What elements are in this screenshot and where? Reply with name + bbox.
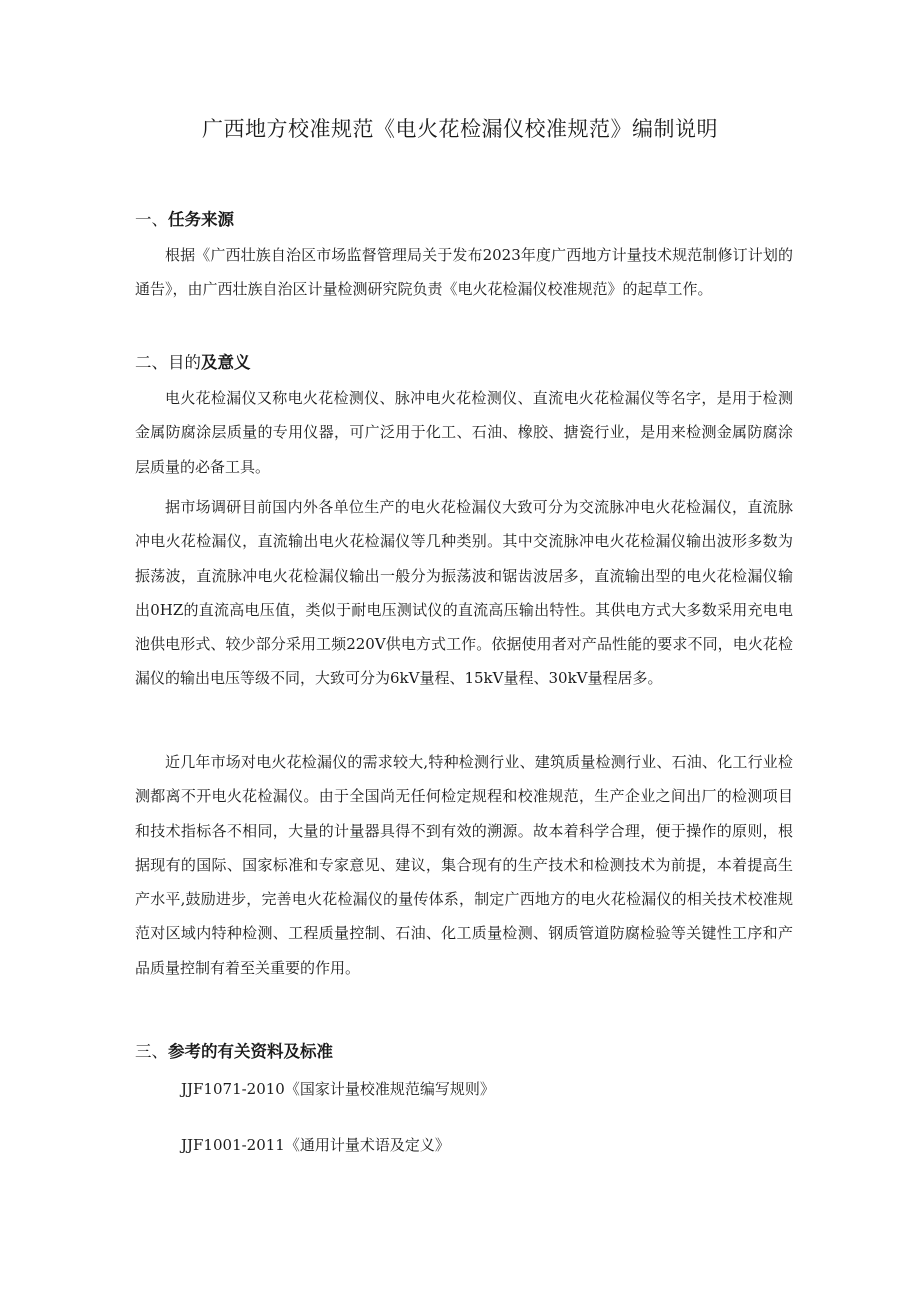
section-number: 一、 (135, 210, 168, 229)
document-title: 广西地方校准规范《电火花检漏仪校准规范》编制说明 (202, 117, 718, 141)
section-title: 参考的有关资料及标准 (168, 1042, 333, 1061)
section-number: 三、 (135, 1042, 168, 1061)
section-title-part: 目的 (168, 353, 201, 372)
section-number: 二、 (135, 353, 168, 372)
paragraph: 近几年市场对电火花检漏仪的需求较大,特种检测行业、建筑质量检测行业、石油、化工行业检测都离不开电火花检漏仪。由于全国尚无任何检定规程和校准规范，生产企业之间出厂的检测项目和技术指标各不相同，大量的计量器具得不到有效的溯源。故本着科学合理，便于操作的原则，根据现有的国际、国家标准和专家意见、建议，集合现有的生产技术和检测技术为前提，本着提高生产水平,鼓励进步，完善电火花检漏仪的量传体系，制定广西地方的电火花检漏仪的相关技术校准规范对区域内特种检测、工程质量控制、石油、化工质量检测、钢质管道防腐检验等关键性工序和产品质量控制有着至关重要的作用。 (135, 753, 793, 977)
paragraph: 据市场调研目前国内外各单位生产的电火花检漏仪大致可分为交流脉冲电火花检漏仪，直流脉冲电火花检漏仪，直流输出电火花检漏仪等几种类别。其中交流脉冲电火花检漏仪输出波形多数为振荡波，直流脉冲电火花检漏仪输出一般分为振荡波和锯齿波居多，直流输出型的电火花检漏仪输出0HZ的直流高电压值，类似于耐电压测试仪的直流高压输出特性。其供电方式大多数采用充电电池供电形式、较少部分采用工频220V供电方式工作。依据使用者对产品性能的要求不同，电火花检漏仪的输出电压等级不同，大致可分为6kV量程、15kV量程、30kV量程居多。 (135, 498, 793, 688)
section-title: 任务来源 (168, 210, 234, 229)
paragraph: 根据《广西壮族自治区市场监督管理局关于发布2023年度广西地方计量技术规范制修订计划的通告》，由广西壮族自治区计量检测研究院负责《电火花检漏仪校准规范》的起草工作。 (135, 246, 793, 299)
reference-item: JJF1071-2010《国家计量校准规范编写规则》 (181, 1080, 495, 1098)
paragraph: 电火花检漏仪又称电火花检测仪、脉冲电火花检测仪、直流电火花检漏仪等名字，是用于检测金属防腐涂层质量的专用仪器，可广泛用于化工、石油、橡胶、搪瓷行业，是用来检测金属防腐涂层质量的必备工具。 (135, 389, 793, 476)
section-heading-task-source (135, 206, 234, 234)
section-heading-references (135, 1038, 333, 1066)
section-title: 及意义 (201, 353, 251, 372)
section-heading-purpose (135, 349, 251, 377)
reference-item: JJF1001-2011《通用计量术语及定义》 (181, 1136, 450, 1154)
